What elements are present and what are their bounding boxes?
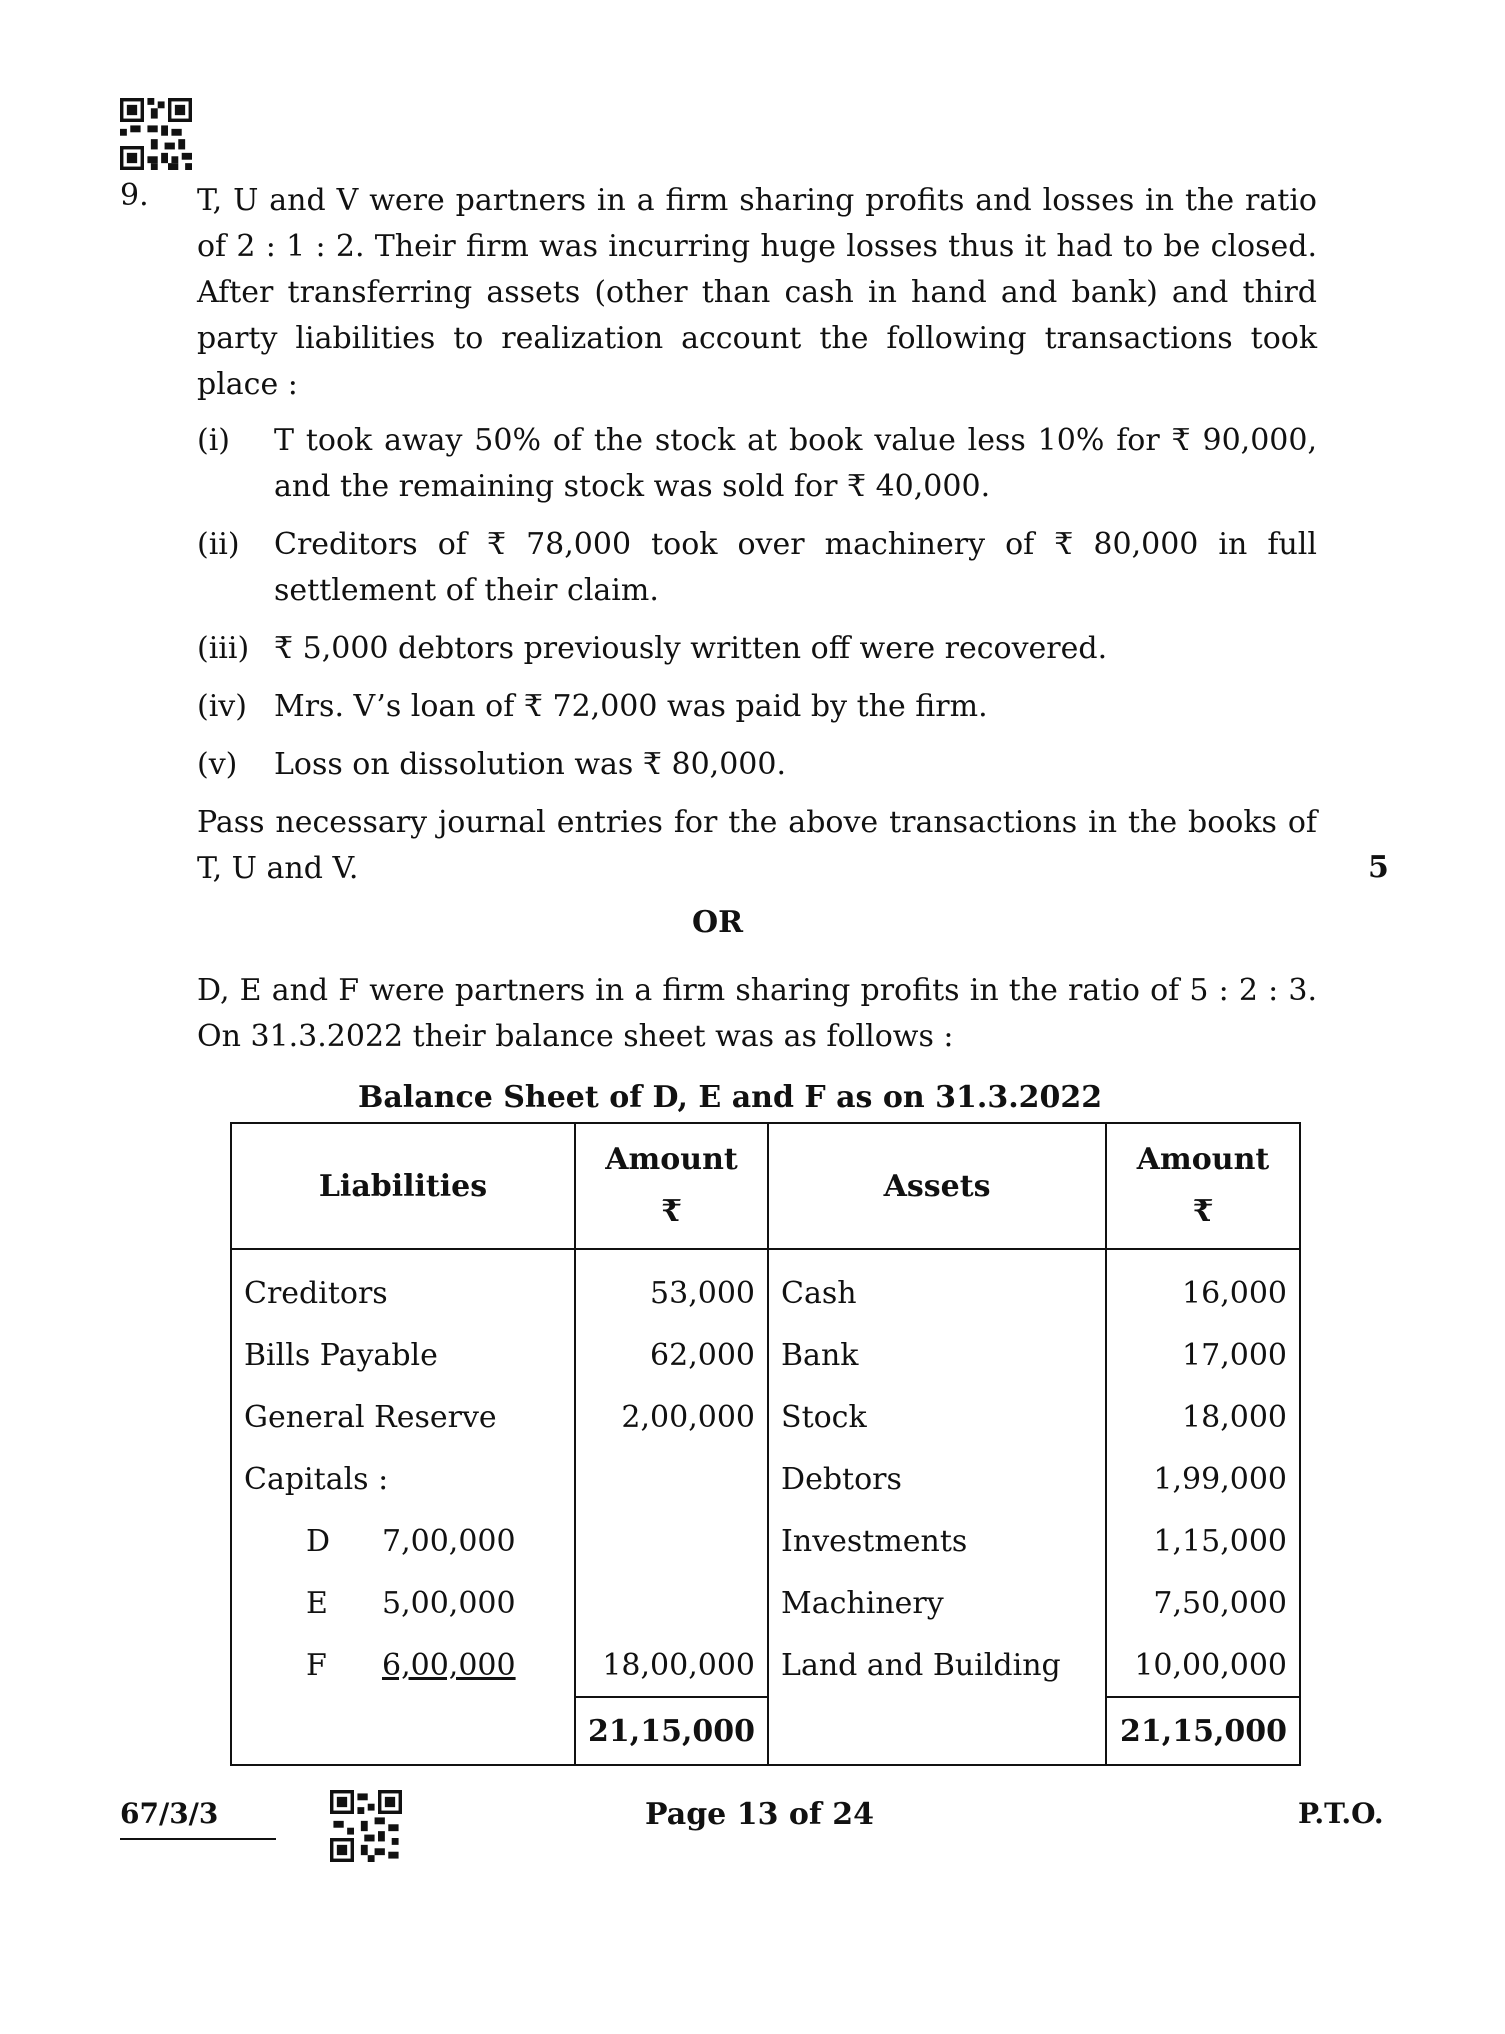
item-roman: (v)	[197, 747, 238, 782]
list-item	[197, 418, 1317, 510]
assets-total: 21,15,000	[1106, 1697, 1300, 1765]
asset-amount: 7,50,000	[1106, 1572, 1300, 1634]
total-row	[231, 1697, 1300, 1765]
liability-amount	[575, 1448, 768, 1510]
liability-amount	[575, 1510, 768, 1572]
item-text: Mrs. V’s loan of ₹ 72,000 was paid by the firm.	[274, 689, 988, 724]
amount-label: Amount	[605, 1142, 738, 1177]
asset-amount: 1,99,000	[1106, 1448, 1300, 1510]
asset-amount: 16,000	[1106, 1249, 1300, 1324]
question-instruction: Pass necessary journal entries for the above transactions in the books of T, U and V.	[197, 805, 1317, 886]
list-item	[197, 684, 1317, 730]
liability-cell: General Reserve	[231, 1386, 575, 1448]
liabilities-total: 21,15,000	[575, 1697, 768, 1765]
liability-cell: Capitals :	[231, 1448, 575, 1510]
partner-name: F	[306, 1648, 327, 1683]
list-item	[197, 626, 1317, 672]
list-item	[197, 522, 1317, 614]
divider	[120, 1838, 276, 1840]
capital-cell	[231, 1572, 575, 1634]
asset-amount: 1,15,000	[1106, 1510, 1300, 1572]
item-roman: (i)	[197, 423, 231, 458]
capital-total: 18,00,000	[575, 1634, 768, 1697]
marks-label: 5	[1368, 850, 1389, 885]
item-roman: (iv)	[197, 689, 247, 724]
table-row	[231, 1386, 1300, 1448]
liability-amount: 2,00,000	[575, 1386, 768, 1448]
table-row	[231, 1572, 1300, 1634]
table-row	[231, 1510, 1300, 1572]
capital-cell	[231, 1634, 575, 1697]
alternative-intro: D, E and F were partners in a firm sharing profits in the ratio of 5 : 2 : 3. On 31.3.2022 their balance sheet was as follows :	[197, 973, 1317, 1054]
balance-sheet-title: Balance Sheet of D, E and F as on 31.3.2022	[358, 1080, 1103, 1115]
item-text: Creditors of ₹ 78,000 took over machinery of ₹ 80,000 in full settlement of their claim.	[274, 527, 1317, 608]
qr-code-icon	[330, 1790, 402, 1862]
assets-header: Assets	[768, 1123, 1106, 1249]
amount-header	[575, 1123, 768, 1249]
question-intro: T, U and V were partners in a firm sharing profits and losses in the ratio of 2 : 1 : 2. Their firm was incurring huge losses thus it had to be closed. After transferring assets (other than cash in hand and bank) and third party liabilities to realization account the following transactions took place :	[197, 183, 1317, 402]
asset-cell: Land and Building	[768, 1634, 1106, 1697]
table-row	[231, 1324, 1300, 1386]
asset-cell: Debtors	[768, 1448, 1106, 1510]
item-text: T took away 50% of the stock at book value less 10% for ₹ 90,000, and the remaining stock was sold for ₹ 40,000.	[274, 423, 1317, 504]
amount-label: Amount	[1136, 1142, 1270, 1177]
asset-amount: 18,000	[1106, 1386, 1300, 1448]
asset-cell: Stock	[768, 1386, 1106, 1448]
asset-cell: Cash	[768, 1249, 1106, 1324]
liability-amount	[575, 1572, 768, 1634]
paper-code: 67/3/3	[120, 1797, 219, 1830]
item-text: ₹ 5,000 debtors previously written off were recovered.	[274, 631, 1108, 666]
amount-header	[1106, 1123, 1300, 1249]
asset-cell: Bank	[768, 1324, 1106, 1386]
or-divider: OR	[691, 905, 744, 940]
table-row	[231, 1634, 1300, 1697]
page-number: Page 13 of 24	[645, 1797, 874, 1832]
partner-capital: 5,00,000	[382, 1585, 516, 1621]
liability-amount: 53,000	[575, 1249, 768, 1324]
asset-cell: Investments	[768, 1510, 1106, 1572]
partner-capital: 6,00,000	[382, 1648, 516, 1683]
item-roman: (iii)	[197, 631, 250, 666]
partner-name: E	[306, 1585, 328, 1621]
asset-amount: 17,000	[1106, 1324, 1300, 1386]
table-row	[231, 1249, 1300, 1324]
list-item	[197, 742, 1317, 788]
capital-cell	[231, 1510, 575, 1572]
asset-cell: Machinery	[768, 1572, 1106, 1634]
item-roman: (ii)	[197, 527, 240, 562]
balance-sheet-table	[230, 1122, 1301, 1766]
asset-amount: 10,00,000	[1106, 1634, 1300, 1697]
empty-cell	[768, 1697, 1106, 1765]
qr-code-icon	[120, 98, 192, 170]
liability-cell: Creditors	[231, 1249, 575, 1324]
item-text: Loss on dissolution was ₹ 80,000.	[274, 747, 786, 782]
partner-name: D	[306, 1523, 331, 1559]
liability-amount: 62,000	[575, 1324, 768, 1386]
pto-label: P.T.O.	[1298, 1797, 1384, 1830]
rupee-icon: ₹	[1192, 1194, 1214, 1229]
empty-cell	[231, 1697, 575, 1765]
rupee-icon: ₹	[661, 1194, 682, 1229]
liabilities-header: Liabilities	[231, 1123, 575, 1249]
question-number: 9.	[120, 178, 149, 213]
liability-cell: Bills Payable	[231, 1324, 575, 1386]
partner-capital: 7,00,000	[382, 1523, 516, 1559]
table-row	[231, 1448, 1300, 1510]
